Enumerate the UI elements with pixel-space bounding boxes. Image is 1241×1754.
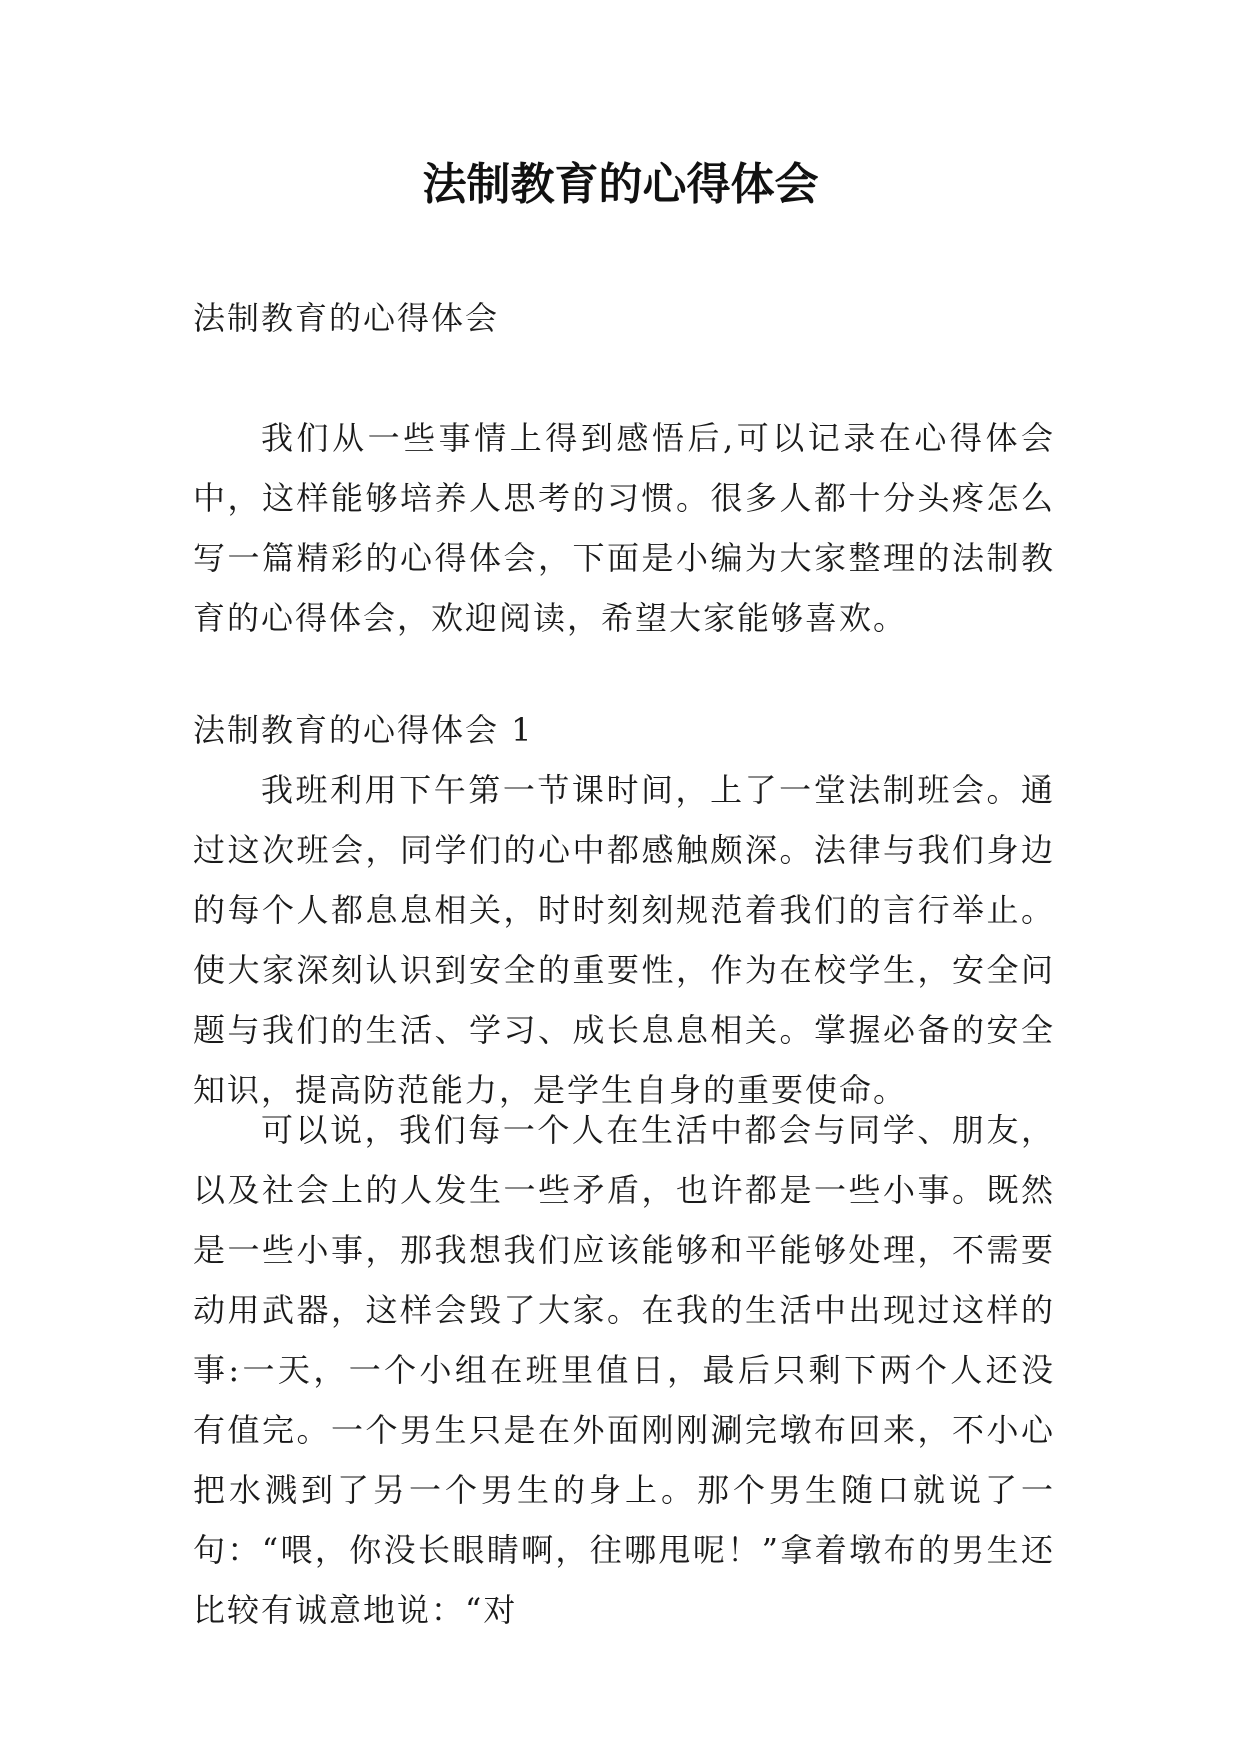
- document-subtitle: 法制教育的心得体会: [193, 299, 500, 337]
- section-heading: 法制教育的心得体会 1: [193, 711, 534, 749]
- intro-paragraph: 我们从一些事情上得到感悟后,可以记录在心得体会中，这样能够培养人思考的习惯。很多人都十分头疼怎么写一篇精彩的心得体会，下面是小编为大家整理的法制教育的心得体会，欢迎阅读，希望大家能够喜欢。: [193, 419, 1055, 637]
- body-paragraph-1: 我班利用下午第一节课时间，上了一堂法制班会。通过这次班会，同学们的心中都感触颇深。法律与我们身边的每个人都息息相关，时时刻刻规范着我们的言行举止。使大家深刻认识到安全的重要性，作为在校学生，安全问题与我们的生活、学习、成长息息相关。掌握必备的安全知识，提高防范能力，是学生自身的重要使命。: [193, 771, 1055, 1109]
- document-title: 法制教育的心得体会: [422, 159, 819, 210]
- body-paragraph-2: 可以说，我们每一个人在生活中都会与同学、朋友，以及社会上的人发生一些矛盾，也许都是一些小事。既然是一些小事，那我想我们应该能够和平能够处理，不需要动用武器，这样会毁了大家。在我的生活中出现过这样的事:一天，一个小组在班里值日，最后只剩下两个人还没有值完。一个男生只是在外面刚刚涮完墩布回来，不小心把水溅到了另一个男生的身上。那个男生随口就说了一句：“喂，你没长眼睛啊，往哪甩呢！”拿着墩布的男生还比较有诚意地说：“对: [193, 1111, 1055, 1629]
